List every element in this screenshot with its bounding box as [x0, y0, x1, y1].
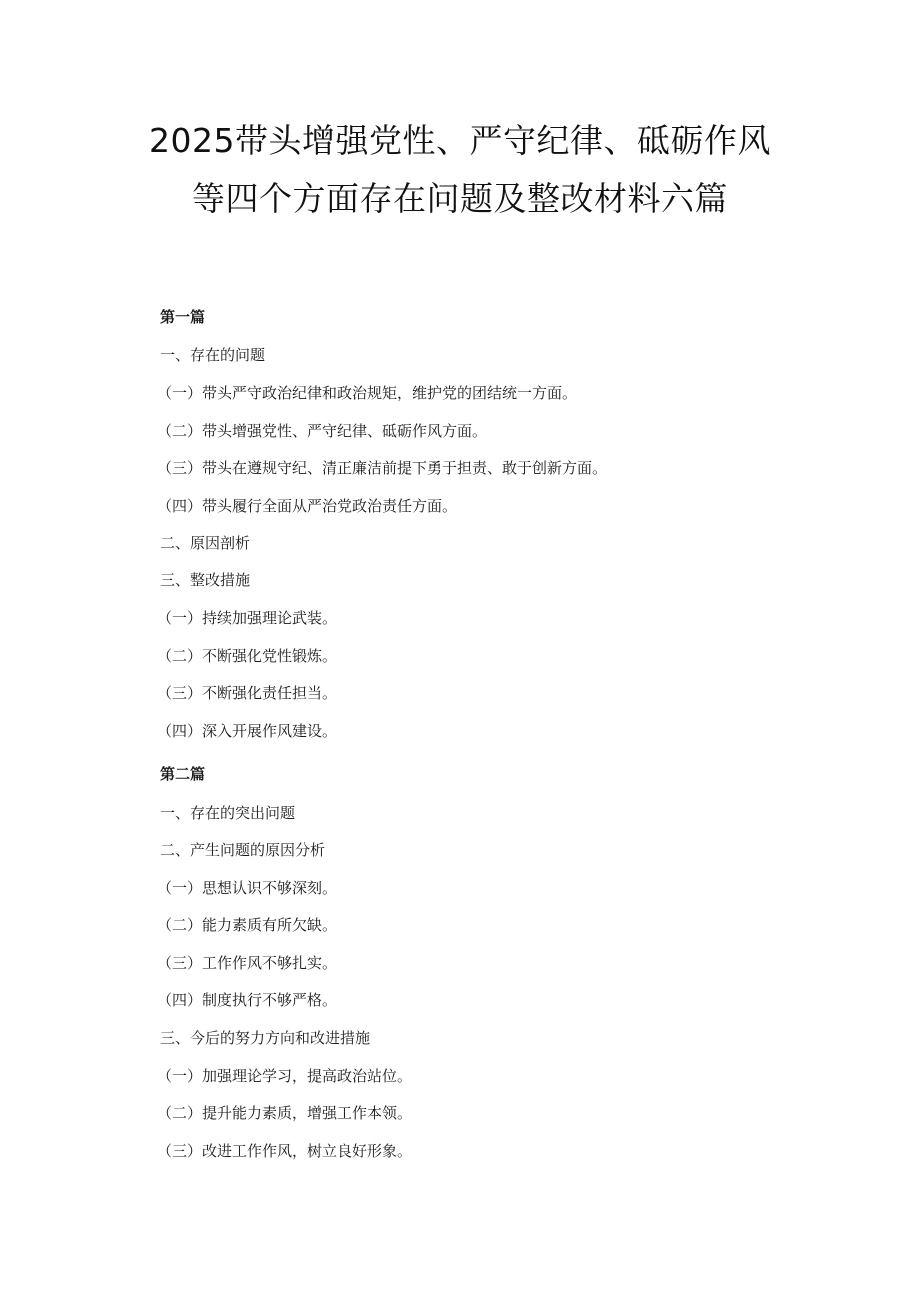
list-item: （二）提升能力素质，增强工作本领。	[157, 1104, 413, 1122]
list-item: （一）思想认识不够深刻。	[157, 879, 338, 897]
list-item: （一）带头严守政治纪律和政治规矩，维护党的团结统一方面。	[157, 384, 578, 402]
heading-cause-analysis-2: 二、产生问题的原因分析	[160, 841, 326, 859]
list-item: （二）带头增强党性、严守纪律、砥砺作风方面。	[157, 422, 488, 440]
list-item: （四）制度执行不够严格。	[157, 991, 338, 1009]
list-item: （二）不断强化党性锻炼。	[157, 647, 338, 665]
heading-cause-analysis: 二、原因剖析	[160, 534, 251, 552]
section-heading-2: 第二篇	[160, 765, 206, 783]
list-item: （一）加强理论学习，提高政治站位。	[157, 1067, 413, 1085]
list-item: （三）工作作风不够扎实。	[157, 954, 338, 972]
list-item: （三）带头在遵规守纪、清正廉洁前提下勇于担责、敢于创新方面。	[157, 459, 608, 477]
section-heading-1: 第一篇	[160, 308, 206, 326]
list-item: （二）能力素质有所欠缺。	[157, 916, 338, 934]
heading-problems: 一、存在的问题	[160, 346, 266, 364]
list-item: （一）持续加强理论武装。	[157, 609, 338, 627]
list-item: （三）不断强化责任担当。	[157, 684, 338, 702]
title-line-1: 2025带头增强党性、严守纪律、砥砺作风	[149, 121, 771, 160]
title-line-2: 等四个方面存在问题及整改材料六篇	[192, 179, 728, 218]
heading-improvement: 三、今后的努力方向和改进措施	[160, 1029, 371, 1047]
heading-rectification: 三、整改措施	[160, 571, 251, 589]
list-item: （三）改进工作作风，树立良好形象。	[157, 1142, 413, 1160]
heading-prominent-problems: 一、存在的突出问题	[160, 804, 296, 822]
document-title	[0, 112, 920, 228]
list-item: （四）深入开展作风建设。	[157, 722, 338, 740]
list-item: （四）带头履行全面从严治党政治责任方面。	[157, 497, 458, 515]
